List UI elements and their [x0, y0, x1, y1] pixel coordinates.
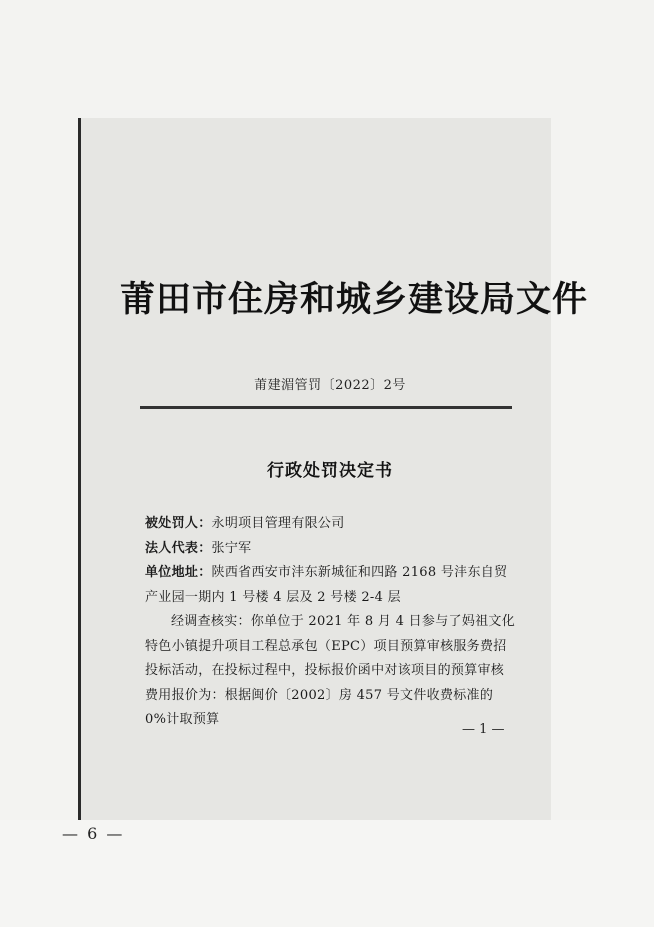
document-body: [145, 512, 517, 733]
inner-page-number: — 1 —: [462, 722, 505, 737]
field-value: 永明项目管理有限公司: [211, 516, 345, 531]
document-title: 行政处罚决定书: [267, 461, 393, 481]
field-label: 单位地址：: [145, 565, 212, 580]
agency-header: 莆田市住房和城乡建设局文件: [120, 280, 589, 320]
field-label: 法人代表：: [145, 540, 212, 556]
field-value: 张宁军: [211, 540, 252, 556]
header-divider: [140, 406, 512, 409]
outer-page-number: — 6 —: [62, 824, 125, 843]
investigation-paragraph: 经调查核实：你单位于 2021 年 8 月 4 日参与了妈祖文化特色小镇提升项目工程总承包（EPC）项目预算审核服务费招投标活动，在投标过程中，投标报价函中对该项目的预算审核费用报价为：根据闽价〔2002〕房 457 号文件收费标准的 0%计取预算: [145, 614, 516, 727]
field-penalized-party: [145, 512, 517, 537]
field-label: 被处罚人：: [145, 516, 212, 531]
field-company-address: [145, 561, 517, 610]
document-number: 莆建湄管罚〔2022〕2号: [254, 378, 406, 393]
field-legal-representative: [145, 537, 517, 562]
field-value: 陕西省西安市沣东新城征和四路 2168 号沣东自贸产业园一期内 1 号楼 4 层及 2 号楼 2-4 层: [145, 565, 508, 605]
